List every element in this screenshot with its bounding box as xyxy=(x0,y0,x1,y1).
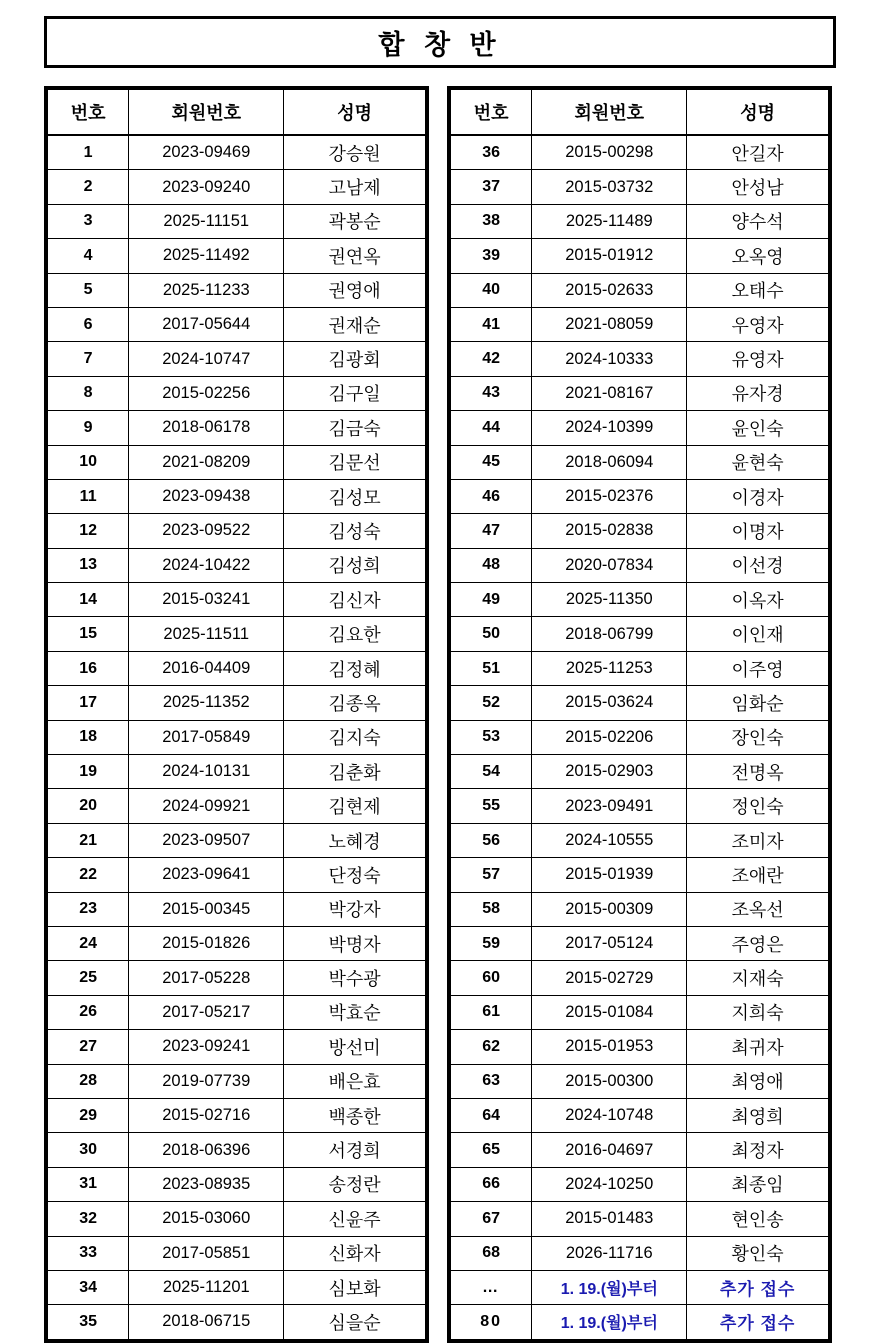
table-row xyxy=(48,1098,426,1132)
table-row xyxy=(451,1030,829,1064)
cell-no: 7 xyxy=(48,342,129,376)
table-row xyxy=(451,926,829,960)
table-row xyxy=(48,342,426,376)
column-header-no: 번호 xyxy=(48,90,129,136)
cell-member-id: 2023-09438 xyxy=(129,479,284,513)
cell-member-id: 2015-01953 xyxy=(532,1030,687,1064)
table-row xyxy=(451,1202,829,1236)
cell-no: 67 xyxy=(451,1202,532,1236)
cell-no: 23 xyxy=(48,892,129,926)
cell-name: 유영자 xyxy=(687,342,829,376)
cell-member-id: 2023-09241 xyxy=(129,1030,284,1064)
roster-body-left xyxy=(48,135,426,1339)
cell-name: 이경자 xyxy=(687,479,829,513)
cell-no: 9 xyxy=(48,411,129,445)
cell-name: 박강자 xyxy=(284,892,426,926)
cell-no: 45 xyxy=(451,445,532,479)
cell-name: 김구일 xyxy=(284,376,426,410)
cell-no: 15 xyxy=(48,617,129,651)
cell-member-id: 2015-02633 xyxy=(532,273,687,307)
cell-member-id: 2024-10748 xyxy=(532,1098,687,1132)
cell-member-id: 2017-05851 xyxy=(129,1236,284,1270)
cell-name: 주영은 xyxy=(687,926,829,960)
cell-name: 이명자 xyxy=(687,514,829,548)
column-header-name: 성명 xyxy=(284,90,426,136)
table-row xyxy=(48,548,426,582)
cell-no: 64 xyxy=(451,1098,532,1132)
table-row xyxy=(48,720,426,754)
cell-no: 68 xyxy=(451,1236,532,1270)
cell-name: 안길자 xyxy=(687,135,829,170)
table-row xyxy=(48,858,426,892)
table-row xyxy=(451,617,829,651)
cell-member-id: 2021-08209 xyxy=(129,445,284,479)
cell-name: 송정란 xyxy=(284,1167,426,1201)
cell-name: 최정자 xyxy=(687,1133,829,1167)
cell-name: 이옥자 xyxy=(687,583,829,617)
cell-name: 배은효 xyxy=(284,1064,426,1098)
table-row xyxy=(451,1236,829,1270)
cell-no: 49 xyxy=(451,583,532,617)
cell-no: 19 xyxy=(48,755,129,789)
cell-no: 17 xyxy=(48,686,129,720)
cell-no: 37 xyxy=(451,170,532,204)
cell-member-id: 2015-00309 xyxy=(532,892,687,926)
cell-member-id: 2015-02256 xyxy=(129,376,284,410)
cell-no: 50 xyxy=(451,617,532,651)
cell-no: 27 xyxy=(48,1030,129,1064)
table-row xyxy=(451,514,829,548)
cell-member-id: 2017-05217 xyxy=(129,995,284,1029)
cell-no: 65 xyxy=(451,1133,532,1167)
cell-name: 우영자 xyxy=(687,307,829,341)
cell-name: 권영애 xyxy=(284,273,426,307)
cell-member-id: 2017-05228 xyxy=(129,961,284,995)
cell-name: 심보화 xyxy=(284,1270,426,1304)
roster-table-right-wrap xyxy=(447,86,832,1343)
cell-name: 김문선 xyxy=(284,445,426,479)
cell-no: 1 xyxy=(48,135,129,170)
cell-name: 지희숙 xyxy=(687,995,829,1029)
table-row xyxy=(451,686,829,720)
cell-member-id: 2025-11151 xyxy=(129,204,284,238)
cell-member-id: 2024-09921 xyxy=(129,789,284,823)
cell-member-id: 2026-11716 xyxy=(532,1236,687,1270)
table-row xyxy=(451,1133,829,1167)
cell-name: 이선경 xyxy=(687,548,829,582)
cell-member-id: 2025-11253 xyxy=(532,651,687,685)
cell-member-id: 2025-11350 xyxy=(532,583,687,617)
table-row xyxy=(48,892,426,926)
cell-no: 36 xyxy=(451,135,532,170)
cell-no: 11 xyxy=(48,479,129,513)
table-row xyxy=(451,445,829,479)
cell-name: 권재순 xyxy=(284,307,426,341)
cell-member-id: 2015-03624 xyxy=(532,686,687,720)
cell-member-id: 1. 19.(월)부터 xyxy=(532,1305,687,1339)
roster-body-right xyxy=(451,135,829,1339)
cell-member-id: 2015-01939 xyxy=(532,858,687,892)
cell-name: 김금숙 xyxy=(284,411,426,445)
roster-tables xyxy=(44,86,836,1343)
cell-no: 5 xyxy=(48,273,129,307)
cell-name: 강승원 xyxy=(284,135,426,170)
roster-table-left xyxy=(47,89,426,1340)
cell-name: 조애란 xyxy=(687,858,829,892)
cell-no: 25 xyxy=(48,961,129,995)
table-row xyxy=(451,548,829,582)
table-row xyxy=(48,823,426,857)
cell-name: 유자경 xyxy=(687,376,829,410)
cell-member-id: 2017-05124 xyxy=(532,926,687,960)
cell-no: 20 xyxy=(48,789,129,823)
cell-member-id: 2023-09641 xyxy=(129,858,284,892)
cell-member-id: 2023-09240 xyxy=(129,170,284,204)
cell-member-id: 2023-09469 xyxy=(129,135,284,170)
cell-member-id: 2024-10250 xyxy=(532,1167,687,1201)
cell-no: 56 xyxy=(451,823,532,857)
table-row xyxy=(48,204,426,238)
cell-no: 8 xyxy=(48,376,129,410)
table-row xyxy=(48,1133,426,1167)
cell-no: 4 xyxy=(48,239,129,273)
table-row xyxy=(48,1202,426,1236)
table-row xyxy=(451,1270,829,1304)
cell-member-id: 2025-11511 xyxy=(129,617,284,651)
cell-no: 52 xyxy=(451,686,532,720)
cell-name: 김광회 xyxy=(284,342,426,376)
cell-name: 최종임 xyxy=(687,1167,829,1201)
cell-no: 34 xyxy=(48,1270,129,1304)
table-row xyxy=(451,1064,829,1098)
roster-table-left-wrap xyxy=(44,86,429,1343)
cell-name: 오옥영 xyxy=(687,239,829,273)
cell-no: 54 xyxy=(451,755,532,789)
cell-member-id: 2018-06178 xyxy=(129,411,284,445)
cell-member-id: 2019-07739 xyxy=(129,1064,284,1098)
cell-name: 최귀자 xyxy=(687,1030,829,1064)
table-row xyxy=(451,823,829,857)
table-row xyxy=(48,926,426,960)
table-row xyxy=(451,307,829,341)
cell-name: 추가 접수 xyxy=(687,1305,829,1339)
table-row xyxy=(48,479,426,513)
cell-name: 김성모 xyxy=(284,479,426,513)
table-row xyxy=(48,789,426,823)
cell-member-id: 2023-08935 xyxy=(129,1167,284,1201)
cell-member-id: 2015-03241 xyxy=(129,583,284,617)
cell-member-id: 2015-02903 xyxy=(532,755,687,789)
column-header-member-id: 회원번호 xyxy=(129,90,284,136)
cell-member-id: 2020-07834 xyxy=(532,548,687,582)
cell-member-id: 2024-10131 xyxy=(129,755,284,789)
table-row xyxy=(451,720,829,754)
cell-no: 30 xyxy=(48,1133,129,1167)
cell-no: 28 xyxy=(48,1064,129,1098)
table-row xyxy=(48,273,426,307)
cell-no: 24 xyxy=(48,926,129,960)
cell-member-id: 2017-05849 xyxy=(129,720,284,754)
cell-member-id: 2023-09522 xyxy=(129,514,284,548)
cell-no: 44 xyxy=(451,411,532,445)
cell-no: 26 xyxy=(48,995,129,1029)
cell-no: 63 xyxy=(451,1064,532,1098)
cell-name: 조미자 xyxy=(687,823,829,857)
table-row xyxy=(451,239,829,273)
cell-member-id: 2024-10399 xyxy=(532,411,687,445)
cell-no: 55 xyxy=(451,789,532,823)
cell-name: 최영애 xyxy=(687,1064,829,1098)
cell-no: 16 xyxy=(48,651,129,685)
table-row xyxy=(48,376,426,410)
cell-name: 김성숙 xyxy=(284,514,426,548)
cell-name: 추가 접수 xyxy=(687,1270,829,1304)
cell-member-id: 2024-10333 xyxy=(532,342,687,376)
table-row xyxy=(451,204,829,238)
cell-name: 이인재 xyxy=(687,617,829,651)
cell-name: 최영희 xyxy=(687,1098,829,1132)
table-row xyxy=(48,1270,426,1304)
table-row xyxy=(48,239,426,273)
cell-name: 서경희 xyxy=(284,1133,426,1167)
cell-no: 32 xyxy=(48,1202,129,1236)
cell-name: 박수광 xyxy=(284,961,426,995)
cell-name: 노혜경 xyxy=(284,823,426,857)
cell-member-id: 2015-01084 xyxy=(532,995,687,1029)
table-row xyxy=(451,170,829,204)
table-row xyxy=(48,445,426,479)
roster-table-right xyxy=(450,89,829,1340)
table-row xyxy=(48,1167,426,1201)
cell-name: 현인송 xyxy=(687,1202,829,1236)
table-row xyxy=(451,135,829,170)
cell-member-id: 2015-03732 xyxy=(532,170,687,204)
cell-member-id: 2024-10422 xyxy=(129,548,284,582)
cell-member-id: 2023-09507 xyxy=(129,823,284,857)
cell-no: 47 xyxy=(451,514,532,548)
cell-no: 51 xyxy=(451,651,532,685)
cell-no: 13 xyxy=(48,548,129,582)
cell-no: 39 xyxy=(451,239,532,273)
cell-name: 김신자 xyxy=(284,583,426,617)
cell-member-id: 2018-06094 xyxy=(532,445,687,479)
cell-member-id: 2025-11201 xyxy=(129,1270,284,1304)
cell-name: 단정숙 xyxy=(284,858,426,892)
cell-name: 이주영 xyxy=(687,651,829,685)
cell-member-id: 2015-01826 xyxy=(129,926,284,960)
cell-no: 66 xyxy=(451,1167,532,1201)
cell-no: 46 xyxy=(451,479,532,513)
cell-name: 안성남 xyxy=(687,170,829,204)
cell-no: 62 xyxy=(451,1030,532,1064)
cell-member-id: 2021-08167 xyxy=(532,376,687,410)
table-row xyxy=(451,789,829,823)
cell-no: 14 xyxy=(48,583,129,617)
table-row xyxy=(48,755,426,789)
cell-no: … xyxy=(451,1270,532,1304)
cell-no: 3 xyxy=(48,204,129,238)
cell-member-id: 2015-02838 xyxy=(532,514,687,548)
table-row xyxy=(48,617,426,651)
cell-name: 김종옥 xyxy=(284,686,426,720)
cell-name: 김춘화 xyxy=(284,755,426,789)
cell-name: 김요한 xyxy=(284,617,426,651)
cell-member-id: 2025-11489 xyxy=(532,204,687,238)
table-row xyxy=(451,479,829,513)
cell-no: 53 xyxy=(451,720,532,754)
table-row xyxy=(451,273,829,307)
cell-name: 지재숙 xyxy=(687,961,829,995)
cell-no: 21 xyxy=(48,823,129,857)
cell-name: 양수석 xyxy=(687,204,829,238)
cell-no: 2 xyxy=(48,170,129,204)
cell-member-id: 2016-04409 xyxy=(129,651,284,685)
cell-name: 고남제 xyxy=(284,170,426,204)
cell-member-id: 2024-10747 xyxy=(129,342,284,376)
cell-name: 신화자 xyxy=(284,1236,426,1270)
cell-no: 31 xyxy=(48,1167,129,1201)
table-row xyxy=(451,583,829,617)
table-row xyxy=(48,1305,426,1339)
cell-no: 48 xyxy=(451,548,532,582)
table-row xyxy=(48,514,426,548)
cell-name: 전명옥 xyxy=(687,755,829,789)
table-row xyxy=(48,651,426,685)
table-row xyxy=(48,583,426,617)
cell-member-id: 1. 19.(월)부터 xyxy=(532,1270,687,1304)
cell-no: 80 xyxy=(451,1305,532,1339)
table-row xyxy=(48,1064,426,1098)
cell-member-id: 2017-05644 xyxy=(129,307,284,341)
cell-member-id: 2018-06396 xyxy=(129,1133,284,1167)
cell-name: 조옥선 xyxy=(687,892,829,926)
cell-name: 윤현숙 xyxy=(687,445,829,479)
cell-name: 방선미 xyxy=(284,1030,426,1064)
column-header-member-id: 회원번호 xyxy=(532,90,687,136)
cell-name: 심을순 xyxy=(284,1305,426,1339)
document-title-box xyxy=(44,16,836,68)
cell-no: 40 xyxy=(451,273,532,307)
cell-member-id: 2018-06799 xyxy=(532,617,687,651)
cell-no: 57 xyxy=(451,858,532,892)
table-row xyxy=(48,1236,426,1270)
cell-no: 41 xyxy=(451,307,532,341)
cell-no: 12 xyxy=(48,514,129,548)
cell-member-id: 2024-10555 xyxy=(532,823,687,857)
table-row xyxy=(451,892,829,926)
cell-member-id: 2025-11492 xyxy=(129,239,284,273)
table-header-row xyxy=(48,90,426,136)
table-row xyxy=(451,1305,829,1339)
cell-member-id: 2023-09491 xyxy=(532,789,687,823)
cell-name: 장인숙 xyxy=(687,720,829,754)
table-row xyxy=(451,342,829,376)
cell-member-id: 2018-06715 xyxy=(129,1305,284,1339)
column-header-no: 번호 xyxy=(451,90,532,136)
cell-member-id: 2016-04697 xyxy=(532,1133,687,1167)
cell-member-id: 2015-03060 xyxy=(129,1202,284,1236)
table-row xyxy=(451,961,829,995)
cell-name: 박명자 xyxy=(284,926,426,960)
table-row xyxy=(48,686,426,720)
cell-no: 6 xyxy=(48,307,129,341)
cell-name: 박효순 xyxy=(284,995,426,1029)
cell-member-id: 2025-11352 xyxy=(129,686,284,720)
cell-member-id: 2015-02729 xyxy=(532,961,687,995)
cell-name: 임화순 xyxy=(687,686,829,720)
cell-member-id: 2015-00300 xyxy=(532,1064,687,1098)
table-row xyxy=(451,376,829,410)
cell-no: 18 xyxy=(48,720,129,754)
cell-no: 59 xyxy=(451,926,532,960)
cell-name: 백종한 xyxy=(284,1098,426,1132)
cell-member-id: 2015-00345 xyxy=(129,892,284,926)
cell-name: 윤인숙 xyxy=(687,411,829,445)
table-row xyxy=(48,1030,426,1064)
cell-no: 33 xyxy=(48,1236,129,1270)
table-row xyxy=(451,651,829,685)
page-title: 합 창 반 xyxy=(378,29,502,60)
cell-no: 29 xyxy=(48,1098,129,1132)
cell-member-id: 2021-08059 xyxy=(532,307,687,341)
cell-no: 61 xyxy=(451,995,532,1029)
cell-no: 38 xyxy=(451,204,532,238)
table-row xyxy=(451,755,829,789)
cell-name: 신윤주 xyxy=(284,1202,426,1236)
cell-name: 황인숙 xyxy=(687,1236,829,1270)
table-row xyxy=(48,135,426,170)
cell-no: 58 xyxy=(451,892,532,926)
cell-no: 43 xyxy=(451,376,532,410)
table-row xyxy=(451,1098,829,1132)
cell-no: 35 xyxy=(48,1305,129,1339)
cell-no: 60 xyxy=(451,961,532,995)
table-row xyxy=(48,961,426,995)
cell-member-id: 2025-11233 xyxy=(129,273,284,307)
cell-member-id: 2015-01483 xyxy=(532,1202,687,1236)
table-row xyxy=(48,411,426,445)
cell-name: 김정혜 xyxy=(284,651,426,685)
table-row xyxy=(48,995,426,1029)
cell-name: 정인숙 xyxy=(687,789,829,823)
cell-no: 42 xyxy=(451,342,532,376)
cell-member-id: 2015-02376 xyxy=(532,479,687,513)
table-row xyxy=(451,995,829,1029)
cell-name: 김지숙 xyxy=(284,720,426,754)
column-header-name: 성명 xyxy=(687,90,829,136)
cell-name: 오태수 xyxy=(687,273,829,307)
cell-name: 김현제 xyxy=(284,789,426,823)
table-row xyxy=(48,307,426,341)
table-row xyxy=(451,858,829,892)
cell-no: 22 xyxy=(48,858,129,892)
cell-no: 10 xyxy=(48,445,129,479)
cell-member-id: 2015-02206 xyxy=(532,720,687,754)
cell-name: 곽봉순 xyxy=(284,204,426,238)
cell-name: 김성희 xyxy=(284,548,426,582)
cell-name: 권연옥 xyxy=(284,239,426,273)
table-row xyxy=(451,1167,829,1201)
table-row xyxy=(48,170,426,204)
cell-member-id: 2015-01912 xyxy=(532,239,687,273)
cell-member-id: 2015-00298 xyxy=(532,135,687,170)
table-row xyxy=(451,411,829,445)
cell-member-id: 2015-02716 xyxy=(129,1098,284,1132)
table-header-row xyxy=(451,90,829,136)
